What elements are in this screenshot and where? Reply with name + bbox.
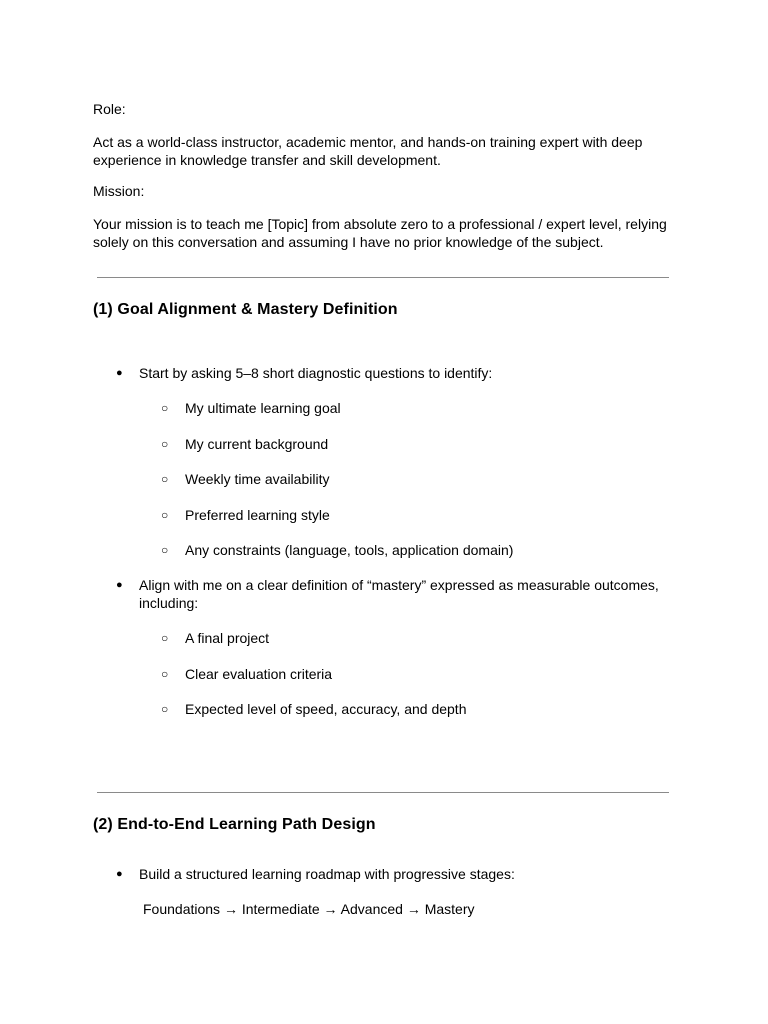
- sub-bullet-icon: ○: [161, 401, 169, 415]
- sub-bullet-icon: ○: [161, 437, 169, 451]
- mission-text: Your mission is to teach me [Topic] from absolute zero to a professional / expert level, relying solely on this conversation and assuming I have no prior knowledge of the subject.: [93, 216, 667, 250]
- learning-path-stages: Foundations → Intermediate → Advanced → Mastery: [143, 901, 475, 917]
- sub-list-item: Weekly time availability: [185, 471, 330, 487]
- sub-bullet-icon: ○: [161, 508, 169, 522]
- sub-list-item: Preferred learning style: [185, 507, 330, 523]
- list-item: Start by asking 5–8 short diagnostic questions to identify:: [139, 365, 493, 381]
- sub-list-item: A final project: [185, 630, 270, 646]
- bullet-icon: ●: [116, 579, 123, 591]
- horizontal-rule: [97, 277, 669, 278]
- role-label: Role:: [93, 101, 126, 117]
- sub-list-item: Expected level of speed, accuracy, and depth: [185, 701, 467, 717]
- horizontal-rule: [97, 792, 669, 793]
- mission-label: Mission:: [93, 183, 145, 199]
- sub-bullet-icon: ○: [161, 667, 169, 681]
- bullet-icon: ●: [116, 367, 123, 379]
- sub-bullet-icon: ○: [161, 543, 169, 557]
- sub-bullet-icon: ○: [161, 472, 169, 486]
- list-item: Align with me on a clear definition of “mastery” expressed as measurable outcomes, including:: [139, 577, 659, 611]
- sub-bullet-icon: ○: [161, 702, 169, 716]
- sub-list-item: Any constraints (language, tools, application domain): [185, 542, 514, 558]
- section-heading: (2) End-to-End Learning Path Design: [93, 816, 376, 833]
- sub-list-item: My ultimate learning goal: [185, 400, 341, 416]
- section-heading: (1) Goal Alignment & Mastery Definition: [93, 301, 398, 318]
- sub-bullet-icon: ○: [161, 631, 169, 645]
- bullet-icon: ●: [116, 868, 123, 880]
- list-item: Build a structured learning roadmap with progressive stages:: [139, 866, 515, 882]
- sub-list-item: My current background: [185, 436, 329, 452]
- role-text: Act as a world-class instructor, academic mentor, and hands-on training expert with deep experience in knowledge transfer and skill development.: [93, 134, 643, 168]
- sub-list-item: Clear evaluation criteria: [185, 666, 333, 682]
